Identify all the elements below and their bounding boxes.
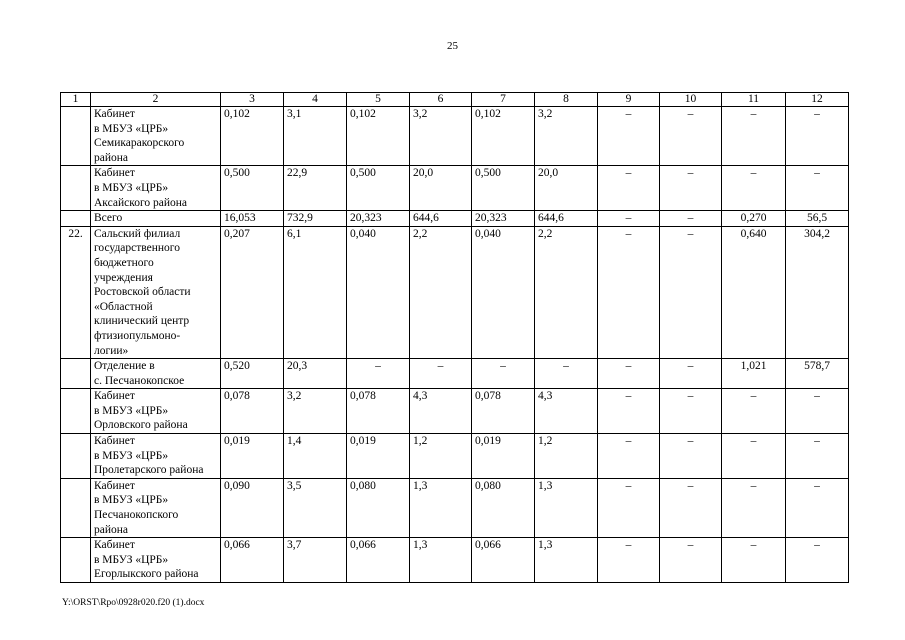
name-line: Егорлыкского района xyxy=(94,568,199,581)
column-number: 7 xyxy=(472,93,535,107)
value-cell: 20,323 xyxy=(347,211,410,227)
value-cell: – xyxy=(660,389,722,434)
value-cell: – xyxy=(598,389,660,434)
name-line: в МБУЗ «ЦРБ» xyxy=(94,449,169,462)
value-cell: – xyxy=(472,359,535,389)
name-line: учреждения xyxy=(94,271,153,284)
row-number xyxy=(61,434,91,479)
name-line: клинический центр xyxy=(94,315,190,328)
value-cell: 0,066 xyxy=(472,538,535,583)
value-cell: 0,520 xyxy=(221,359,284,389)
name-line: Аксайского района xyxy=(94,196,188,209)
value-cell: 20,0 xyxy=(410,166,472,211)
value-cell: – xyxy=(410,359,472,389)
value-cell: 0,019 xyxy=(221,434,284,479)
value-cell: 56,5 xyxy=(786,211,849,227)
value-cell: – xyxy=(786,107,849,166)
value-cell: 0,019 xyxy=(472,434,535,479)
name-line: логии» xyxy=(94,344,129,357)
table-row xyxy=(61,226,849,358)
value-cell: 20,323 xyxy=(472,211,535,227)
row-number xyxy=(61,107,91,166)
column-number: 8 xyxy=(535,93,598,107)
table-row xyxy=(61,538,849,583)
name-line: в МБУЗ «ЦРБ» xyxy=(94,553,169,566)
table-row xyxy=(61,359,849,389)
row-number xyxy=(61,359,91,389)
value-cell: 0,066 xyxy=(221,538,284,583)
name-line: фтизиопульмоно- xyxy=(94,329,181,342)
column-number: 4 xyxy=(284,93,347,107)
row-number xyxy=(61,538,91,583)
institution-name xyxy=(91,538,221,583)
value-cell: 0,500 xyxy=(221,166,284,211)
column-number: 9 xyxy=(598,93,660,107)
value-cell: – xyxy=(598,226,660,358)
column-number: 12 xyxy=(786,93,849,107)
value-cell: – xyxy=(722,538,786,583)
table-row xyxy=(61,478,849,537)
name-line: «Областной xyxy=(94,300,153,313)
name-line: Кабинет xyxy=(94,435,135,448)
name-line: Ростовской области xyxy=(94,286,191,299)
value-cell: – xyxy=(786,166,849,211)
value-cell: – xyxy=(660,226,722,358)
value-cell: 0,019 xyxy=(347,434,410,479)
value-cell: 1,2 xyxy=(535,434,598,479)
name-line: с. Песчанокопское xyxy=(94,374,185,387)
value-cell: 0,207 xyxy=(221,226,284,358)
value-cell: 0,066 xyxy=(347,538,410,583)
institution-name xyxy=(91,211,221,227)
value-cell: 16,053 xyxy=(221,211,284,227)
value-cell: 0,078 xyxy=(472,389,535,434)
name-line: Сальский филиал xyxy=(94,227,181,240)
value-cell: – xyxy=(598,434,660,479)
value-cell: 6,1 xyxy=(284,226,347,358)
value-cell: 644,6 xyxy=(535,211,598,227)
name-line: в МБУЗ «ЦРБ» xyxy=(94,122,169,135)
value-cell: 20,0 xyxy=(535,166,598,211)
value-cell: 0,078 xyxy=(221,389,284,434)
institution-name xyxy=(91,359,221,389)
value-cell: 1,2 xyxy=(410,434,472,479)
value-cell: 0,080 xyxy=(347,478,410,537)
name-line: Семикаракорского xyxy=(94,137,185,150)
name-line: в МБУЗ «ЦРБ» xyxy=(94,181,169,194)
data-table xyxy=(60,92,849,583)
value-cell: 3,2 xyxy=(410,107,472,166)
value-cell: – xyxy=(535,359,598,389)
column-number: 10 xyxy=(660,93,722,107)
column-number: 2 xyxy=(91,93,221,107)
row-number xyxy=(61,478,91,537)
value-cell: 2,2 xyxy=(535,226,598,358)
value-cell: 1,3 xyxy=(535,538,598,583)
value-cell: – xyxy=(660,538,722,583)
value-cell: – xyxy=(660,166,722,211)
value-cell: 0,640 xyxy=(722,226,786,358)
value-cell: – xyxy=(660,107,722,166)
value-cell: – xyxy=(722,434,786,479)
value-cell: – xyxy=(598,107,660,166)
value-cell: 0,500 xyxy=(347,166,410,211)
value-cell: – xyxy=(598,538,660,583)
value-cell: 1,021 xyxy=(722,359,786,389)
value-cell: 3,1 xyxy=(284,107,347,166)
name-line: района xyxy=(94,523,129,536)
value-cell: – xyxy=(722,389,786,434)
institution-name xyxy=(91,434,221,479)
column-number: 5 xyxy=(347,93,410,107)
institution-name xyxy=(91,389,221,434)
value-cell: 578,7 xyxy=(786,359,849,389)
name-line: Отделение в xyxy=(94,360,155,373)
table-row xyxy=(61,434,849,479)
name-line: в МБУЗ «ЦРБ» xyxy=(94,494,169,507)
name-line: Кабинет xyxy=(94,479,135,492)
value-cell: 2,2 xyxy=(410,226,472,358)
institution-name xyxy=(91,478,221,537)
page-number: 25 xyxy=(447,40,458,52)
value-cell: 0,078 xyxy=(347,389,410,434)
name-line: в МБУЗ «ЦРБ» xyxy=(94,404,169,417)
table-row xyxy=(61,389,849,434)
value-cell: – xyxy=(660,359,722,389)
value-cell: 732,9 xyxy=(284,211,347,227)
name-line: Кабинет xyxy=(94,390,135,403)
institution-name xyxy=(91,107,221,166)
name-line: государственного xyxy=(94,242,180,255)
value-cell: 3,2 xyxy=(284,389,347,434)
value-cell: – xyxy=(347,359,410,389)
value-cell: 0,102 xyxy=(221,107,284,166)
name-line: Всего xyxy=(94,212,123,225)
table-row xyxy=(61,166,849,211)
name-line: Пролетарского района xyxy=(94,464,204,477)
value-cell: 0,102 xyxy=(347,107,410,166)
value-cell: – xyxy=(722,478,786,537)
value-cell: – xyxy=(660,478,722,537)
row-number xyxy=(61,166,91,211)
value-cell: 0,090 xyxy=(221,478,284,537)
table-row xyxy=(61,211,849,227)
institution-name xyxy=(91,166,221,211)
value-cell: 3,2 xyxy=(535,107,598,166)
value-cell: – xyxy=(786,538,849,583)
value-cell: 3,5 xyxy=(284,478,347,537)
column-number: 3 xyxy=(221,93,284,107)
value-cell: 20,3 xyxy=(284,359,347,389)
value-cell: 0,040 xyxy=(472,226,535,358)
institution-name xyxy=(91,226,221,358)
name-line: Песчанокопского xyxy=(94,509,179,522)
value-cell: – xyxy=(722,107,786,166)
value-cell: 4,3 xyxy=(410,389,472,434)
row-number xyxy=(61,211,91,227)
value-cell: 1,4 xyxy=(284,434,347,479)
value-cell: – xyxy=(660,434,722,479)
value-cell: 0,270 xyxy=(722,211,786,227)
value-cell: 0,500 xyxy=(472,166,535,211)
table-row xyxy=(61,107,849,166)
column-number: 6 xyxy=(410,93,472,107)
value-cell: – xyxy=(598,359,660,389)
value-cell: – xyxy=(786,478,849,537)
name-line: Кабинет xyxy=(94,108,135,120)
column-number: 1 xyxy=(61,93,91,107)
row-number xyxy=(61,389,91,434)
value-cell: 4,3 xyxy=(535,389,598,434)
value-cell: – xyxy=(786,389,849,434)
value-cell: 1,3 xyxy=(535,478,598,537)
value-cell: 304,2 xyxy=(786,226,849,358)
name-line: Орловского района xyxy=(94,419,188,432)
value-cell: 644,6 xyxy=(410,211,472,227)
column-number: 11 xyxy=(722,93,786,107)
value-cell: 0,102 xyxy=(472,107,535,166)
footer-path: Y:\ORST\Rpo\0928r020.f20 (1).docx xyxy=(62,598,205,608)
value-cell: 0,080 xyxy=(472,478,535,537)
value-cell: – xyxy=(786,434,849,479)
value-cell: 1,3 xyxy=(410,538,472,583)
name-line: Кабинет xyxy=(94,539,135,552)
value-cell: – xyxy=(660,211,722,227)
value-cell: 3,7 xyxy=(284,538,347,583)
value-cell: – xyxy=(722,166,786,211)
value-cell: 1,3 xyxy=(410,478,472,537)
name-line: района xyxy=(94,151,129,164)
value-cell: 0,040 xyxy=(347,226,410,358)
value-cell: – xyxy=(598,211,660,227)
value-cell: – xyxy=(598,166,660,211)
column-number-row xyxy=(61,93,849,107)
value-cell: – xyxy=(598,478,660,537)
name-line: бюджетного xyxy=(94,256,154,269)
row-number: 22. xyxy=(61,226,91,358)
name-line: Кабинет xyxy=(94,167,135,180)
value-cell: 22,9 xyxy=(284,166,347,211)
